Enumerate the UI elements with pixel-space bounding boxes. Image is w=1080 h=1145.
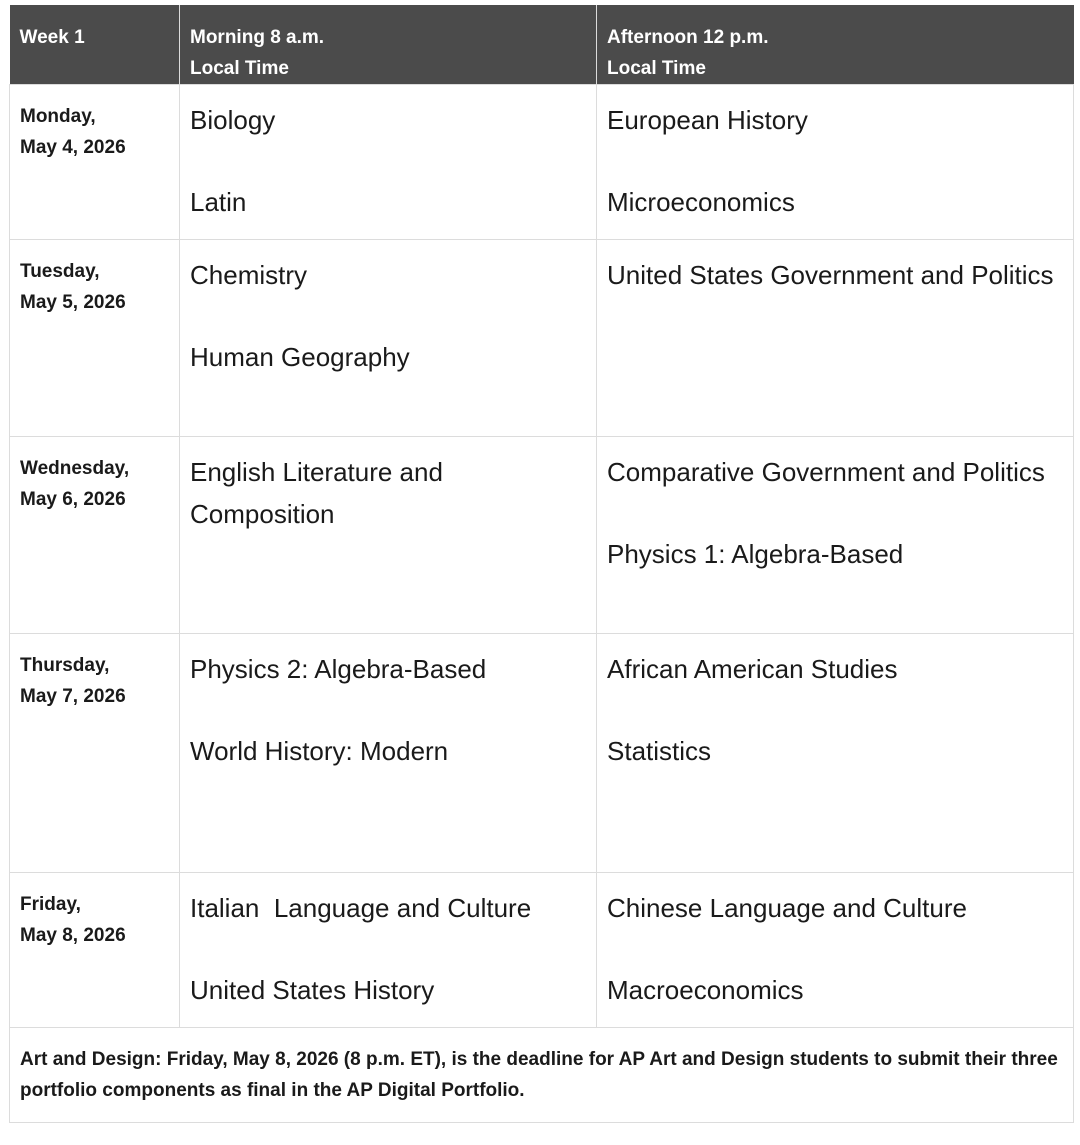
exam-subject: Physics 2: Algebra-Based	[190, 654, 487, 684]
exam-subject: English Literature and Composition	[190, 457, 443, 529]
header-week-label: Week 1	[19, 27, 85, 48]
header-week	[10, 5, 180, 85]
header-morning	[180, 5, 597, 85]
exam-subject: Comparative Government and Politics	[607, 457, 1045, 487]
date: May 6, 2026	[20, 489, 126, 510]
exam-subject: Chemistry	[190, 260, 308, 290]
day-cell	[10, 240, 180, 437]
morning-cell	[180, 634, 597, 873]
exam-subject: Chinese Language and Culture	[607, 893, 967, 923]
afternoon-cell	[597, 634, 1074, 873]
day-cell	[10, 437, 180, 634]
exam-subject: Statistics	[607, 736, 712, 766]
exam-subject: United States Government and Politics	[607, 260, 1054, 290]
weekday: Friday,	[20, 894, 81, 915]
exam-subject: Microeconomics	[607, 187, 795, 217]
exam-subject: Latin	[190, 187, 247, 217]
table-row	[10, 634, 1074, 873]
date: May 8, 2026	[20, 925, 126, 946]
weekday: Thursday,	[20, 655, 110, 676]
header-afternoon-zone: Local Time	[607, 58, 706, 79]
header-morning-time: Morning 8 a.m.	[190, 27, 325, 48]
exam-subject: United States History	[190, 975, 435, 1005]
date: May 7, 2026	[20, 686, 126, 707]
morning-cell	[180, 85, 597, 240]
header-morning-zone: Local Time	[190, 58, 289, 79]
day-cell	[10, 85, 180, 240]
day-cell	[10, 873, 180, 1028]
table-row	[10, 85, 1074, 240]
afternoon-cell	[597, 873, 1074, 1028]
date: May 4, 2026	[20, 137, 126, 158]
exam-subject: European History	[607, 105, 808, 135]
day-cell	[10, 634, 180, 873]
art-design-note: Art and Design: Friday, May 8, 2026 (8 p.m. ET), is the deadline for AP Art and Design students to submit their three portfolio components as final in the AP Digital Portfolio.	[10, 1028, 1074, 1123]
exam-subject: Human Geography	[190, 342, 410, 372]
header-row	[10, 5, 1074, 85]
date: May 5, 2026	[20, 292, 126, 313]
exam-subject: Physics 1: Algebra-Based	[607, 539, 904, 569]
header-afternoon	[597, 5, 1074, 85]
weekday: Wednesday,	[20, 458, 130, 479]
exam-subject: Biology	[190, 105, 276, 135]
exam-subject: Macroeconomics	[607, 975, 804, 1005]
exam-subject: Italian Language and Culture	[190, 893, 532, 923]
table-row	[10, 873, 1074, 1028]
morning-cell	[180, 873, 597, 1028]
afternoon-cell	[597, 240, 1074, 437]
table-row	[10, 437, 1074, 634]
exam-schedule-table	[9, 5, 1074, 1123]
weekday: Monday,	[20, 106, 96, 127]
weekday: Tuesday,	[20, 261, 100, 282]
afternoon-cell	[597, 437, 1074, 634]
table-row	[10, 240, 1074, 437]
afternoon-cell	[597, 85, 1074, 240]
header-afternoon-time: Afternoon 12 p.m.	[607, 27, 769, 48]
morning-cell	[180, 240, 597, 437]
morning-cell	[180, 437, 597, 634]
footer-row	[10, 1028, 1074, 1123]
exam-subject: African American Studies	[607, 654, 898, 684]
exam-subject: World History: Modern	[190, 736, 449, 766]
